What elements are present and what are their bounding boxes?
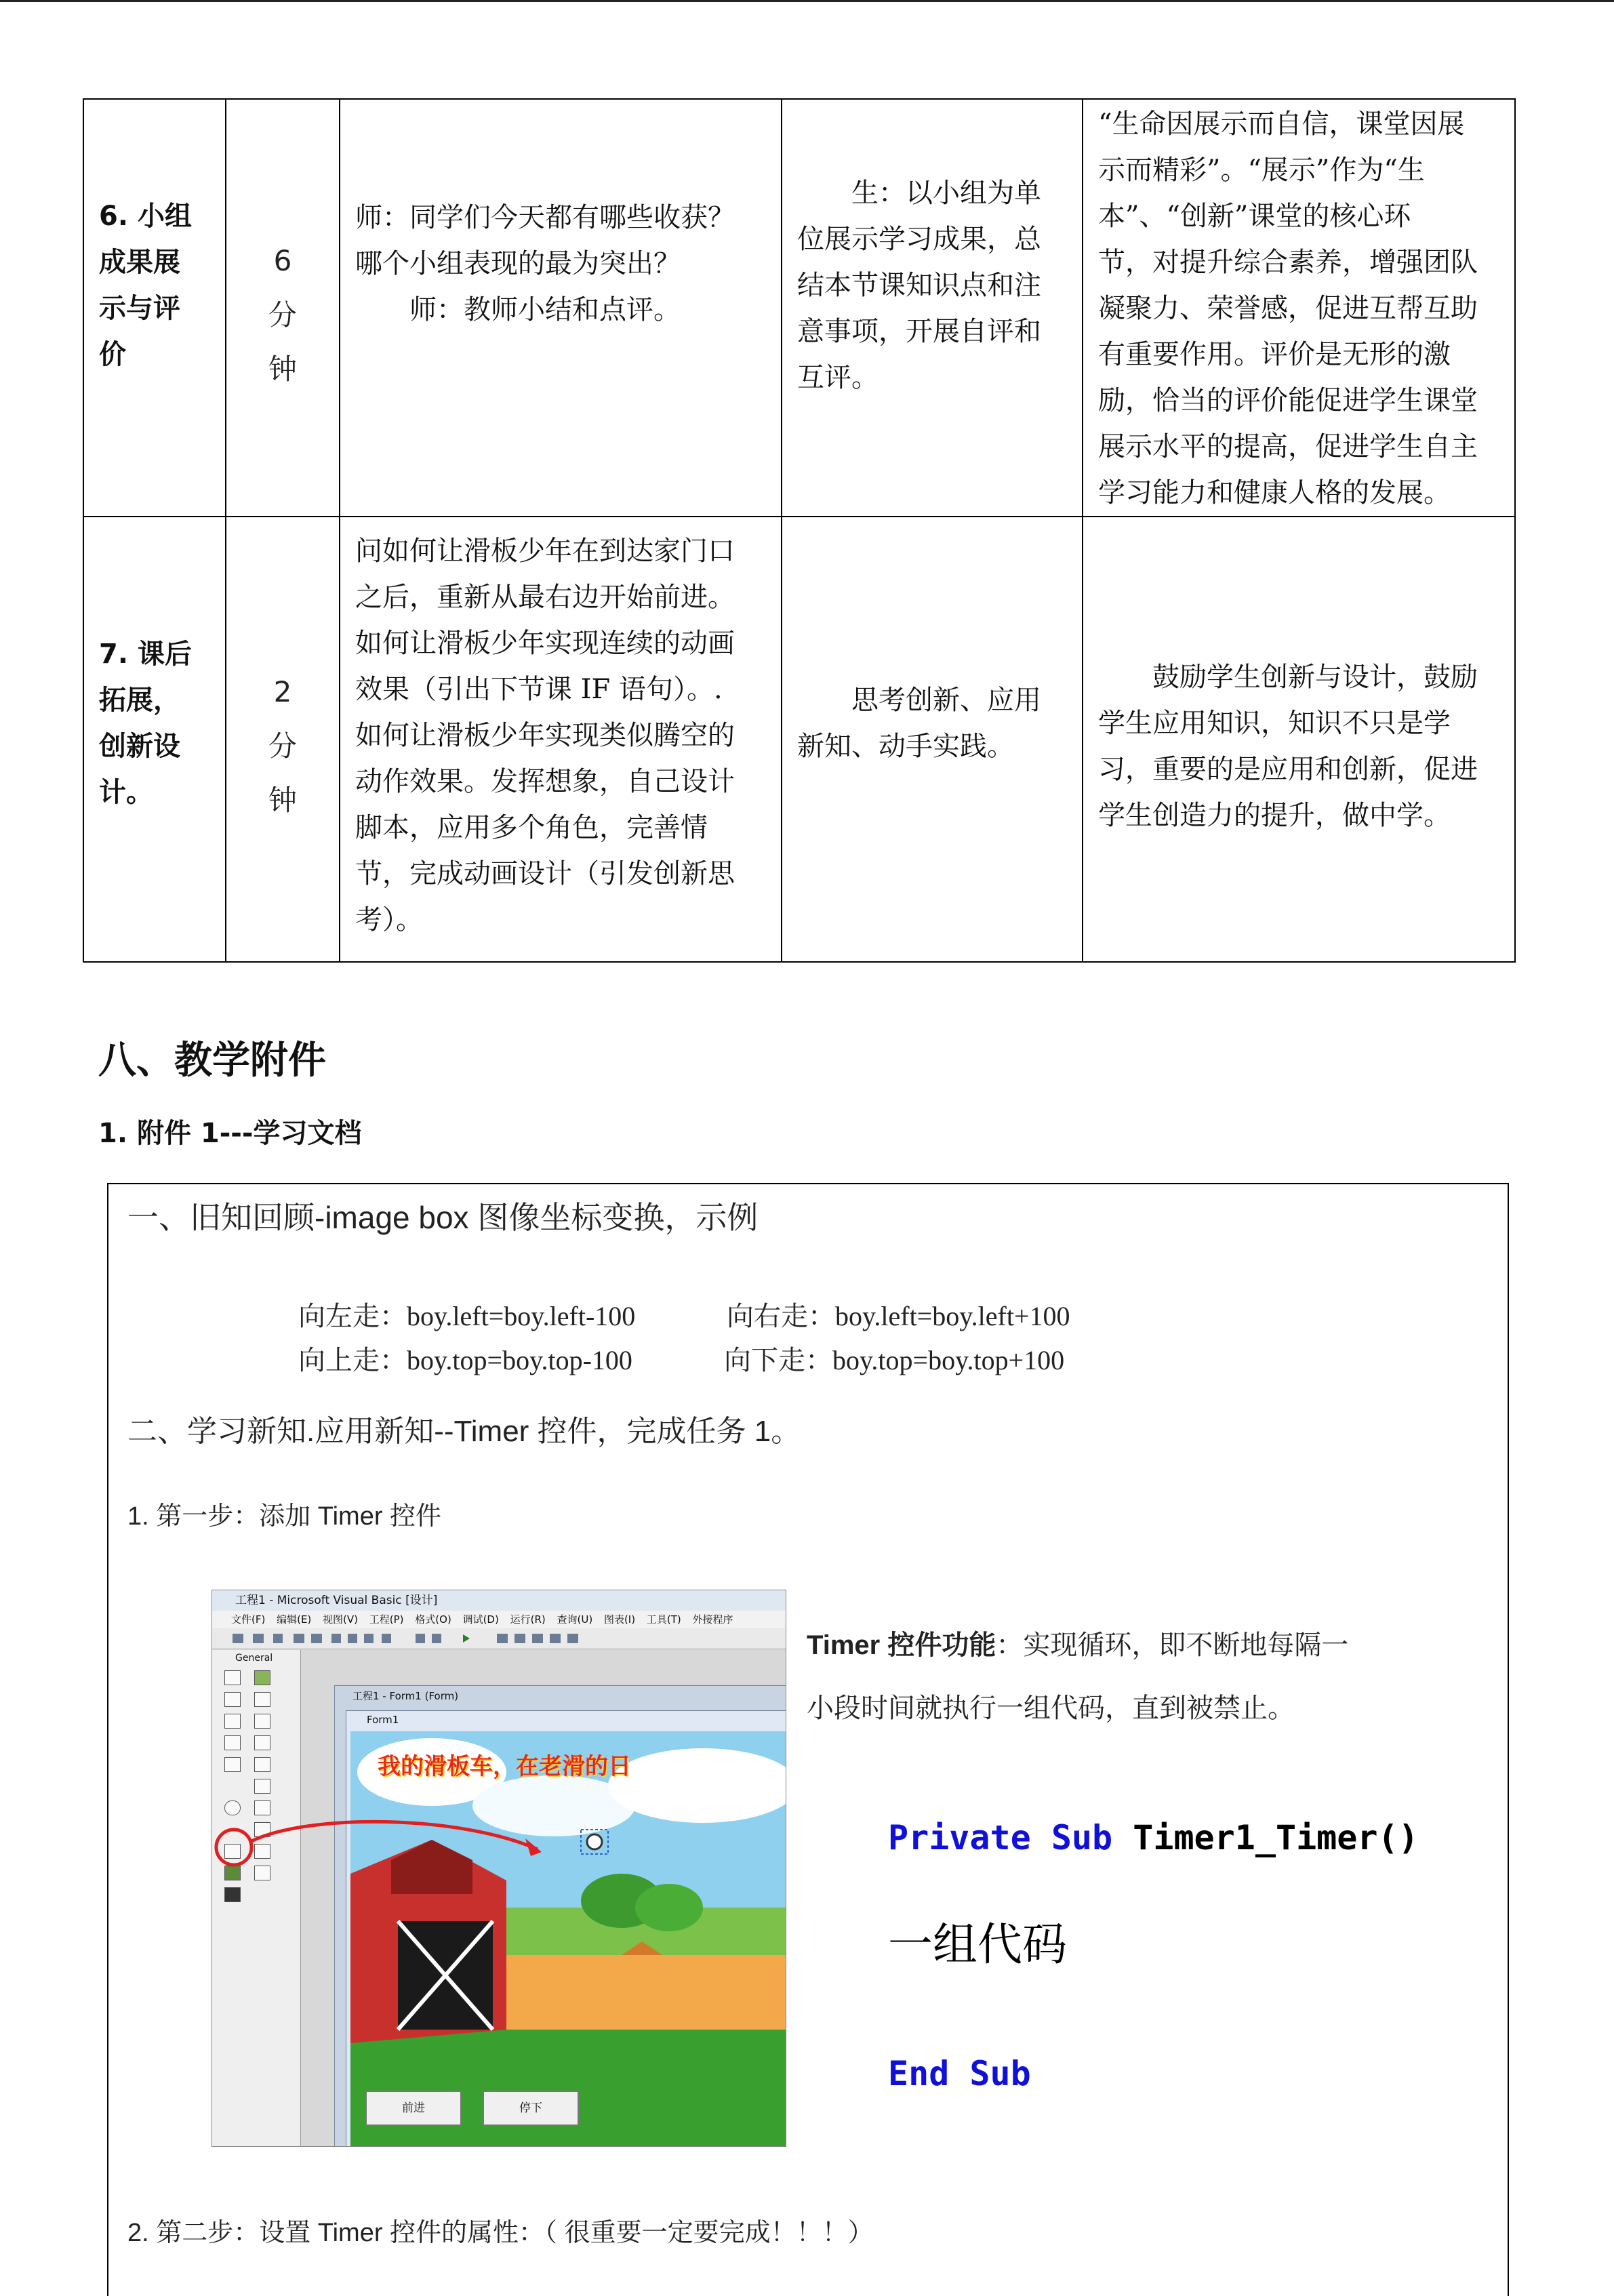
intent-line: 励，恰当的评价能促进学生课堂 [1098, 385, 1478, 416]
label-tool-icon[interactable] [224, 1692, 241, 1707]
frame-tool-icon[interactable] [224, 1714, 241, 1729]
time-unit: 钟 [268, 353, 297, 386]
radio-tool-icon[interactable] [254, 1735, 270, 1750]
teacher-activity-cell [340, 99, 782, 517]
teacher-line: 效果（引出下节课 IF 语句）。. [355, 674, 723, 705]
intent-line: “生命因展示而自信，课堂因展 [1098, 108, 1465, 140]
textbox-tool-icon[interactable] [254, 1692, 270, 1707]
pointer-tool-icon[interactable] [224, 1670, 241, 1685]
intent-line: 学生创造力的提升，做中学。 [1098, 800, 1451, 831]
student-line: 意事项，开展自评和 [797, 316, 1041, 347]
intent-line: 凝聚力、荣誉感，促进互帮互助 [1098, 293, 1478, 324]
move-up-line: 向上走：boy.top=boy.top-100 [298, 1345, 632, 1375]
scrollbar-tool-icon[interactable] [254, 1779, 270, 1794]
scene-banner: 我的滑板车，在老滑的日 [378, 1753, 631, 1780]
stage-line: 拓展， [99, 685, 180, 716]
design-intent-cell [1083, 99, 1515, 517]
picturebox-tool-icon[interactable] [254, 1670, 270, 1685]
step2-text: 2. 第二步：设置 Timer 控件的属性：（ 很重要一定要完成！！！） [127, 2219, 874, 2247]
intent-line: 节，对提升综合素养，增强团队 [1098, 247, 1478, 278]
code-keyword: Private [888, 1818, 1031, 1857]
timer-label: Timer 控件功能 [807, 1630, 996, 1660]
data-tool-icon[interactable] [254, 1866, 270, 1880]
timer-description-line1 [807, 1624, 1348, 1662]
stage-cell [83, 99, 226, 517]
intent-line: 习，重要的是应用和创新，促进 [1098, 754, 1478, 785]
teacher-line: 考）。 [355, 904, 423, 935]
intent-line: 学习能力和健康人格的发展。 [1098, 477, 1451, 508]
timer-description-line2: 小段时间就执行一组代码，直到被禁止。 [807, 1693, 1295, 1723]
stage-line: 价 [99, 339, 126, 370]
combo-tool-icon[interactable] [224, 1757, 241, 1772]
farm-scene-illustration [350, 1731, 786, 2147]
file-tool-icon[interactable] [254, 1822, 270, 1837]
teacher-line: 如何让滑板少年实现连续的动画 [355, 628, 735, 659]
stage-line: 创新设 [99, 731, 180, 762]
time-unit: 钟 [268, 784, 297, 817]
ide-title-bar: 工程1 - Microsoft Visual Basic [设计] [212, 1590, 786, 1611]
part2-title: 二、学习新知.应用新知--Timer 控件，完成任务 1。 [127, 1415, 801, 1448]
toolbar-icons [212, 1628, 786, 1649]
move-right-line: 向右走：boy.left=boy.left+100 [727, 1301, 1070, 1331]
time-unit: 分 [268, 298, 297, 331]
ole-tool-icon[interactable] [224, 1887, 241, 1902]
student-activity-cell [782, 99, 1083, 517]
stage-line: 6. 小组 [99, 201, 192, 232]
form1-title: Form1 [367, 1714, 399, 1726]
code-keyword: End [888, 2054, 950, 2093]
time-unit: 分 [268, 729, 297, 763]
student-activity-cell [782, 517, 1083, 962]
teacher-line: 师：教师小结和点评。 [409, 294, 681, 325]
time-number: 2 [273, 675, 292, 708]
intent-line: 展示水平的提高，促进学生自主 [1098, 431, 1478, 462]
section-title: 八、教学附件 [98, 1039, 326, 1083]
line-tool-icon[interactable] [254, 1844, 270, 1859]
checkbox-tool-icon[interactable] [224, 1735, 241, 1750]
form-scene [350, 1731, 786, 2147]
stage-cell [83, 517, 226, 962]
stage-line: 7. 课后 [99, 639, 192, 670]
teacher-line: 之后，重新从最右边开始前进。 [355, 582, 735, 613]
stage-line: 成果展 [99, 247, 180, 278]
ide-menu-bar: 文件(F) 编辑(E) 视图(V) 工程(P) 格式(O) 调试(D) 运行(R) 查询(U) 图表(I) 工具(T) 外接程序 [212, 1611, 786, 1628]
student-line: 位展示学习成果，总 [797, 224, 1041, 255]
project-form-title: 工程1 - Form1 (Form) [352, 1690, 459, 1702]
code-proc-name: Timer1_Timer() [1133, 1818, 1419, 1857]
form1-window [346, 1710, 786, 2147]
teacher-line: 脚本，应用多个角色，完善情 [355, 812, 708, 843]
student-line: 互评。 [797, 362, 879, 393]
teacher-line: 问如何让滑板少年在到达家门口 [355, 536, 735, 567]
part1-title: 一、旧知回顾-image box 图像坐标变换，示例 [127, 1200, 759, 1235]
intent-line: 有重要作用。评价是无形的激 [1098, 339, 1451, 370]
teacher-line: 如何让滑板少年实现类似腾空的 [355, 720, 735, 751]
move-left-line: 向左走：boy.left=boy.left-100 [298, 1301, 636, 1331]
vb-ide-screenshot [211, 1590, 786, 2147]
intent-line: 本”、“创新”课堂的核心环 [1098, 201, 1411, 232]
student-line: 生：以小组为单 [851, 178, 1041, 209]
project-form-window [334, 1685, 786, 2147]
shape-tool-icon[interactable] [224, 1844, 241, 1859]
stop-button[interactable]: 停下 [483, 2091, 579, 2126]
timer-tool-icon[interactable] [224, 1800, 241, 1815]
intent-line: 鼓励学生创新与设计，鼓励 [1152, 662, 1478, 693]
intent-line: 学生应用知识，知识不只是学 [1098, 708, 1451, 739]
teacher-line: 师：同学们今天都有哪些收获？ [355, 202, 735, 233]
step1-text: 1. 第一步：添加 Timer 控件 [127, 1502, 442, 1531]
list-tool-icon[interactable] [254, 1757, 270, 1772]
time-cell [226, 517, 340, 962]
table-row [83, 99, 1515, 517]
drive-tool-icon[interactable] [254, 1800, 270, 1815]
student-line: 新知、动手实践。 [797, 731, 1014, 762]
ide-toolbox [212, 1650, 301, 2146]
page-top-rule [0, 0, 1614, 2]
code-keyword: Sub [969, 2054, 1031, 2093]
time-cell [226, 99, 340, 517]
code-keyword: Sub [1051, 1818, 1113, 1857]
attachment-title: 1. 附件 1---学习文档 [98, 1118, 362, 1149]
student-line: 结本节课知识点和注 [797, 270, 1041, 301]
table-row [83, 517, 1515, 962]
teacher-line: 动作效果。发挥想象，自己设计 [355, 766, 735, 797]
teacher-line: 哪个小组表现的最为突出？ [355, 248, 681, 279]
stage-line: 示与评 [99, 293, 180, 324]
student-line: 思考创新、应用 [851, 685, 1041, 716]
code-line-end [888, 2054, 1031, 2093]
teacher-line: 节，完成动画设计（引发创新思 [355, 858, 735, 889]
time-number: 6 [273, 244, 292, 277]
code-body: 一组代码 [888, 1918, 1067, 1971]
image-tool-icon[interactable] [224, 1866, 241, 1880]
timer-desc-text: ：实现循环，即不断地每隔一 [996, 1630, 1349, 1660]
design-intent-cell [1083, 517, 1515, 962]
lesson-table [83, 98, 1516, 963]
intent-line: 示而精彩”。“展示”作为“生 [1098, 155, 1425, 186]
button-tool-icon[interactable] [254, 1714, 270, 1729]
toolbox-general-label: General [235, 1653, 273, 1664]
forward-button[interactable]: 前进 [365, 2091, 462, 2126]
teacher-activity-cell [340, 517, 782, 962]
ide-toolbar [212, 1628, 786, 1649]
stage-line: 计。 [99, 777, 153, 808]
code-line-sub [888, 1818, 1419, 1857]
move-down-line: 向下走：boy.top=boy.top+100 [724, 1345, 1065, 1375]
